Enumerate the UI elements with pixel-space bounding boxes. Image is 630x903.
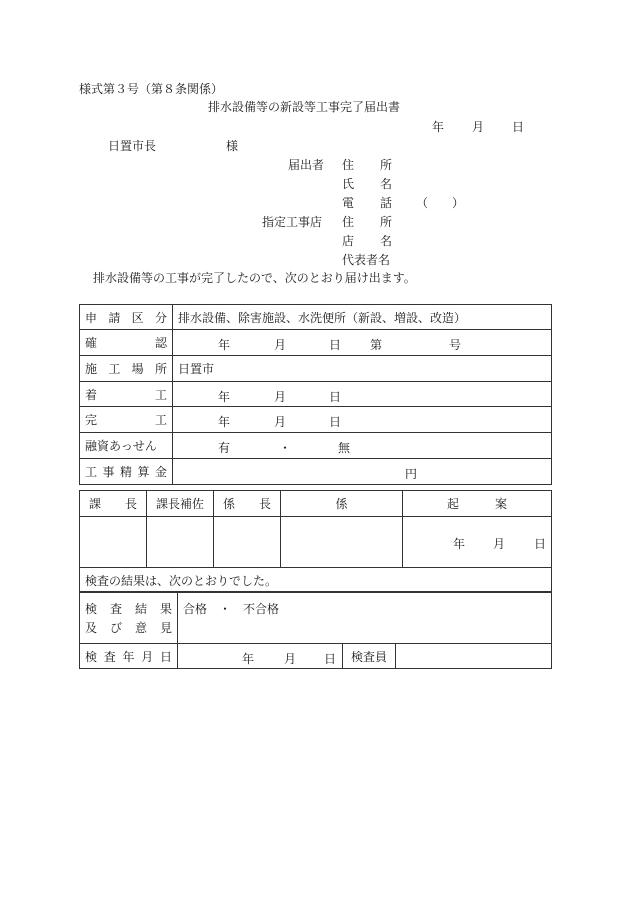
result-label-char: 果	[159, 602, 172, 616]
date-year: 年	[432, 120, 445, 134]
applicant-address-char-2: 所	[380, 158, 393, 172]
table-row	[80, 382, 552, 407]
site-label-char: 施	[85, 362, 98, 376]
table-row	[80, 517, 552, 568]
confirm-number-suffix: 号	[449, 338, 462, 352]
applicant-phone-char-2: 話	[380, 196, 393, 210]
confirm-number-label: 第	[370, 338, 383, 352]
table-row	[80, 459, 552, 485]
result-label	[80, 592, 178, 644]
cost-label-char: 事	[102, 465, 115, 479]
loan-yes: 有	[218, 441, 231, 455]
header-section-chief: 課 長	[80, 491, 147, 517]
loan-value-cell[interactable]	[173, 433, 552, 459]
inspect-date-label-char: 月	[141, 649, 154, 664]
site-label-char: 場	[131, 362, 144, 376]
form-number: 様式第３号（第８条関係）	[79, 82, 224, 96]
completion-statement: 排水設備等の工事が完了したので、次のとおり届け出ます。	[93, 271, 416, 285]
inspector-label: 検査員	[343, 644, 396, 669]
finish-label	[80, 407, 173, 433]
drafted-date-cell[interactable]	[403, 517, 552, 568]
table-row	[80, 568, 552, 593]
confirm-value-cell[interactable]	[173, 330, 552, 356]
category-label	[80, 305, 173, 330]
applicant-phone-paren: （ ）	[416, 196, 465, 210]
completion-details-table	[79, 304, 552, 485]
site-label-char: 工	[108, 362, 121, 376]
result-label-char: 検	[85, 602, 98, 616]
applicant-name-char-2: 名	[380, 177, 393, 191]
confirm-label-char: 確	[85, 336, 98, 350]
site-label	[80, 356, 173, 382]
contractor-representative: 代表者名	[342, 253, 391, 267]
site-label-char: 所	[154, 362, 167, 376]
start-date-cell[interactable]	[173, 382, 552, 407]
inspector-value[interactable]	[396, 644, 552, 669]
finish-label-char: 完	[85, 413, 98, 427]
cost-label-char: 金	[154, 465, 167, 479]
header-subsection-chief: 係 長	[214, 491, 281, 517]
table-row	[80, 433, 552, 459]
stamp-assistant-chief[interactable]	[147, 517, 214, 568]
cost-value-cell[interactable]	[173, 459, 552, 485]
cost-label-char: 工	[85, 465, 98, 479]
result-label-char: 査	[109, 602, 122, 616]
inspect-date-label-char: 日	[159, 649, 172, 664]
header-drafted: 起 案	[403, 491, 552, 517]
category-value: 排水設備、除害施設、水洗便所（新設、増設、改造）	[173, 305, 552, 330]
stamp-staff[interactable]	[281, 517, 403, 568]
cost-unit: 円	[405, 467, 418, 481]
result-label-char: 意	[134, 621, 147, 635]
result-label-char: 結	[134, 602, 147, 616]
finish-label-char: 工	[154, 413, 167, 427]
cost-label-char: 算	[137, 465, 150, 479]
start-label-char: 工	[154, 387, 167, 402]
category-label-char: 区	[131, 310, 144, 325]
contractor-label: 指定工事店	[262, 215, 323, 229]
result-value[interactable]: 合格 ・ 不合格	[178, 592, 552, 644]
inspect-day: 日	[324, 652, 337, 666]
approval-table	[79, 490, 552, 593]
confirm-month: 月	[274, 338, 287, 352]
loan-dot: ・	[279, 441, 292, 455]
start-year: 年	[218, 390, 231, 404]
table-row	[80, 305, 552, 330]
result-label-char: び	[109, 621, 122, 635]
contractor-address-char-1: 住	[342, 215, 355, 229]
table-row	[80, 407, 552, 433]
start-label-char: 着	[85, 387, 98, 402]
inspect-year: 年	[242, 652, 255, 666]
applicant-phone-char-1: 電	[342, 196, 355, 210]
result-label-char: 及	[85, 621, 98, 635]
header-staff: 係	[281, 491, 403, 517]
confirm-day: 日	[329, 338, 342, 352]
addressee-suffix: 様	[226, 139, 239, 153]
table-row	[80, 592, 552, 644]
cost-label-char: 精	[119, 465, 132, 479]
table-row	[80, 330, 552, 356]
applicant-label: 届出者	[288, 158, 325, 172]
drafted-month: 月	[493, 537, 506, 551]
drafted-year: 年	[453, 537, 466, 551]
stamp-section-chief[interactable]	[80, 517, 147, 568]
date-month: 月	[472, 120, 485, 134]
confirm-label-char: 認	[154, 336, 167, 350]
finish-month: 月	[274, 415, 287, 429]
date-day: 日	[512, 120, 525, 134]
table-row	[80, 644, 552, 669]
applicant-address-char-1: 住	[342, 158, 355, 172]
inspection-table	[79, 591, 552, 669]
contractor-shop-char-1: 店	[342, 234, 355, 248]
loan-no: 無	[338, 441, 351, 455]
site-value[interactable]: 日置市	[173, 356, 552, 382]
applicant-name-char-1: 氏	[342, 177, 355, 191]
document-title: 排水設備等の新設等工事完了届出書	[208, 100, 401, 114]
finish-day: 日	[329, 415, 342, 429]
addressee: 日置市長	[108, 139, 157, 153]
finish-date-cell[interactable]	[173, 407, 552, 433]
contractor-address-char-2: 所	[380, 215, 393, 229]
start-month: 月	[274, 390, 287, 404]
result-label-char: 見	[159, 621, 172, 635]
inspect-date-label-char: 年	[122, 649, 135, 664]
header-assistant-chief: 課長補佐	[147, 491, 214, 517]
category-label-char: 請	[108, 310, 121, 325]
inspect-date-label-char: 査	[103, 649, 116, 664]
inspect-date-cell[interactable]	[178, 644, 343, 669]
category-label-char: 申	[85, 310, 98, 325]
confirm-label	[80, 330, 173, 356]
category-label-char: 分	[154, 310, 167, 325]
contractor-shop-char-2: 名	[380, 234, 393, 248]
loan-label: 融資あっせん	[80, 433, 173, 459]
finish-year: 年	[218, 415, 231, 429]
inspect-date-label-char: 検	[85, 649, 98, 664]
inspect-month: 月	[284, 652, 297, 666]
confirm-year: 年	[218, 338, 231, 352]
inspect-date-label	[80, 644, 178, 669]
stamp-subsection-chief[interactable]	[214, 517, 281, 568]
start-day: 日	[329, 390, 342, 404]
start-label	[80, 382, 173, 407]
drafted-day: 日	[534, 537, 547, 551]
inspection-note: 検査の結果は、次のとおりでした。	[80, 568, 552, 593]
table-row	[80, 491, 552, 517]
cost-label	[80, 459, 173, 485]
table-row	[80, 356, 552, 382]
